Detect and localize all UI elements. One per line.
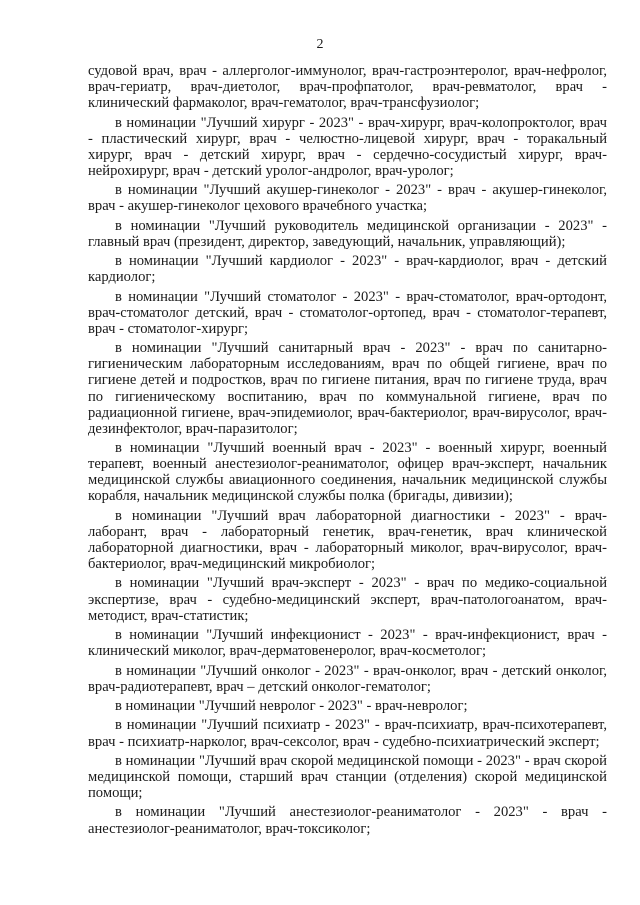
paragraph-obstetrician: в номинации "Лучший акушер-гинеколог - 2023" - врач - акушер-гинеколог, врач - акушер-гинеколог цехового врачебного участка; bbox=[88, 182, 607, 215]
paragraph-continuation: судовой врач, врач - аллерголог-иммунолог, врач-гастроэнтеролог, врач-нефролог, врач-гериатр, врач-диетолог, врач-профпатолог, врач-ревматолог, врач - клинический фармаколог, врач-гематолог, врач-трансфузиолог; bbox=[88, 63, 607, 112]
paragraph-surgeon: в номинации "Лучший хирург - 2023" - врач-хирург, врач-колопроктолог, врач - пластический хирург, врач - челюстно-лицевой хирург, врач - торакальный хирург, врач - детский хирург, врач - сердечно-сосудистый хирург, врач-нейрохирург, врач - детский уролог-андролог, врач-уролог; bbox=[88, 114, 607, 179]
paragraph-anesthesiologist: в номинации "Лучший анестезиолог-реаниматолог - 2023" - врач - анестезиолог-реаниматолог, врач-токсиколог; bbox=[88, 804, 607, 837]
paragraph-sanitary: в номинации "Лучший санитарный врач - 2023" - врач по санитарно-гигиеническим лабораторным исследованиям, врач по общей гигиене, врач по гигиене детей и подростков, врач по гигиене питания, врач по гигиене труда, врач по гигиеническому воспитанию, врач по коммунальной гигиене, врач по радиационной гигиене, врач-эпидемиолог, врач-бактериолог, врач-вирусолог, врач-дезинфектолог, врач-паразитолог; bbox=[88, 340, 607, 437]
paragraph-infectionist: в номинации "Лучший инфекционист - 2023" - врач-инфекционист, врач - клинический миколог, врач-дерматовенеролог, врач-косметолог; bbox=[88, 627, 607, 660]
paragraph-lab-diagnostics: в номинации "Лучший врач лабораторной диагностики - 2023" - врач-лаборант, врач - лабораторный генетик, врач-генетик, врач клинической лабораторной диагностики, врач - лабораторный миколог, врач-вирусолог, врач-бактериолог, врач-медицинский микробиолог; bbox=[88, 507, 607, 573]
paragraph-psychiatrist: в номинации "Лучший психиатр - 2023" - врач-психиатр, врач-психотерапевт, врач - психиатр-нарколог, врач-сексолог, врач - судебно-психиатрический эксперт; bbox=[88, 717, 607, 750]
paragraph-oncologist: в номинации "Лучший онколог - 2023" - врач-онколог, врач - детский онколог, врач-радиотерапевт, врач – детский онколог-гематолог; bbox=[88, 662, 607, 695]
paragraph-manager: в номинации "Лучший руководитель медицинской организации - 2023" - главный врач (президент, директор, заведующий, начальник, управляющий); bbox=[88, 217, 607, 250]
paragraph-emergency: в номинации "Лучший врач скорой медицинской помощи - 2023" - врач скорой медицинской помощи, старший врач станции (отделения) скорой медицинской помощи; bbox=[88, 752, 607, 802]
paragraph-neurologist: в номинации "Лучший невролог - 2023" - врач-невролог; bbox=[115, 698, 468, 715]
paragraph-expert: в номинации "Лучший врач-эксперт - 2023" - врач по медико-социальной экспертизе, врач - судебно-медицинский эксперт, врач-патологоанатом, врач-методист, врач-статистик; bbox=[88, 575, 607, 624]
paragraph-dentist: в номинации "Лучший стоматолог - 2023" - врач-стоматолог, врач-ортодонт, врач-стоматолог детский, врач - стоматолог-ортопед, врач - стоматолог-терапевт, врач - стоматолог-хирург; bbox=[88, 288, 607, 337]
paragraph-military: в номинации "Лучший военный врач - 2023" - военный хирург, военный терапевт, военный анестезиолог-реаниматолог, офицер врач-эксперт, начальник медицинской службы авиационного соединения, начальник медицинской службы корабля, начальник медицинской службы полка (бригады, дивизии); bbox=[88, 440, 607, 505]
paragraph-cardiologist: в номинации "Лучший кардиолог - 2023" - врач-кардиолог, врач - детский кардиолог; bbox=[88, 253, 607, 286]
page-number: 2 bbox=[316, 37, 324, 52]
document-body bbox=[88, 63, 607, 840]
